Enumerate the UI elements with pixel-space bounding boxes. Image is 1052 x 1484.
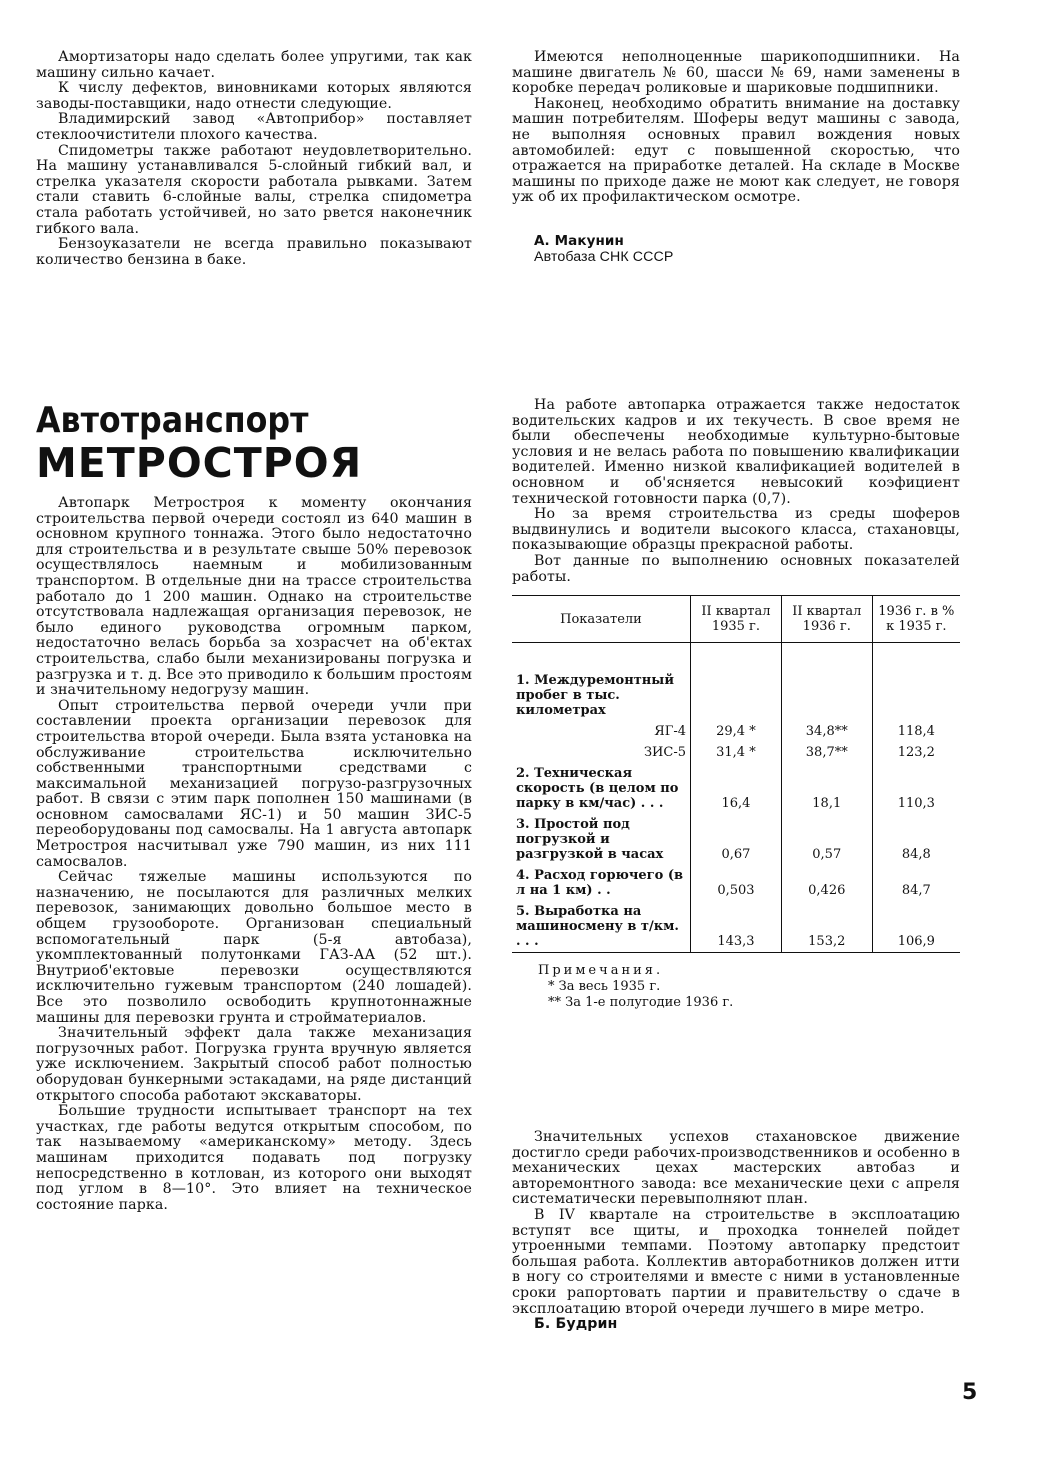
paragraph: Значительный эффект дала также механизация погрузочных работ. Погрузка грунта вручную является уже исключением. Закрытый способ работ полностью оборудован бункерными эстакадами, на ряде дистанций открытого способа работают экскаваторы. (36, 1025, 472, 1104)
cell (781, 643, 872, 722)
cell (691, 643, 782, 722)
cell: 110,3 (872, 763, 960, 814)
paragraph: Амортизаторы надо сделать более упругими, так как машину сильно качает. (36, 49, 472, 81)
row-label: 2. Техническая скорость (в целом по парку в км/час) . . . (516, 766, 679, 812)
cell: 0,67 (691, 814, 782, 865)
article-right-column (512, 398, 960, 1011)
row-label: 4. Расход горючего (в л на 1 км) . . (516, 868, 684, 899)
cell (872, 643, 960, 722)
paragraph: Бензоуказатели не всегда правильно показывают количество бензина в баке. (36, 236, 472, 268)
cell: 123,2 (872, 742, 960, 763)
cell: 31,4 * (691, 742, 782, 763)
paragraph: Имеются неполноценные шарикоподшипники. На машине двигатель № 60, шасси № 69, нами заменены в коробке передач роликовые и шариковые подшипники. (512, 49, 960, 97)
row-label: ЯГ-4 (654, 724, 686, 740)
cell: 0,503 (691, 865, 782, 901)
table-row (512, 763, 960, 814)
table-row (512, 901, 960, 953)
column-header: Показатели (512, 596, 691, 643)
paragraph: Опыт строительства первой очереди учли при составлении проекта организации перевозок для строительства второй очереди. Была взята установка на обслуживание строительства исключительно собственными транспортными средствами с максимальной механизацией погрузо-разгрузочных работ. В связи с этим парк пополнен 150 машинами (в основном самосвалами ЯС-1) и 50 машин ЗИС-5 переоборудованы под самосвалы. На 1 августа автопарк Метростроя насчитывал уже 790 машин, из них 111 самосвалов. (36, 697, 472, 870)
cell: 38,7** (781, 742, 872, 763)
note-item: * За весь 1935 г. (548, 979, 661, 995)
page-number: 5 (962, 1380, 978, 1405)
article-title (36, 400, 476, 487)
paragraph: В IV квартале на строительстве в эксплоатацию вступят все щиты, и проходка тоннелей пойдет утроенными темпами. Поэтому автопарку предстоит большая работа. Коллектив автоработников должен итти в ногу со строителями и вместе с ними в установленные сроки рапортовать партии и правительству о сдаче в эксплоатацию второй очереди лучшего в мире метро. (512, 1206, 960, 1317)
paragraph: Спидометры также работают неудовлетворительно. На машину устанавливался 5-слойный гибкий вал, и стрелка указателя скорости работала рывками. Затем стали ставить 6-слойные валы, стрелка спидометра стала работать устойчивей, но зато рвется наконечник гибкого вала. (36, 142, 472, 237)
table-row (512, 721, 960, 742)
article-title-line-1: Автотранспорт (36, 400, 309, 441)
top-right-column (512, 50, 960, 265)
row-label: 1. Междуремонтный пробег в тыс. километрах (516, 673, 674, 719)
cell: 118,4 (872, 721, 960, 742)
article-left-column (36, 496, 472, 1213)
table-row (512, 814, 960, 865)
cell: 0,57 (781, 814, 872, 865)
article-signature: Б. Будрин (534, 1316, 618, 1333)
paragraph: Владимирский завод «Автоприбор» поставляет стеклоочистители плохого качества. (36, 111, 472, 143)
paragraph: Но за время строительства из среды шоферов выдвинулись и водители высокого класса, стахановцы, показывающие образцы прекрасной работы. (512, 506, 960, 554)
article-title-line-2: МЕТРОСТРОЯ (36, 439, 363, 487)
note-item: ** За 1-е полугодие 1936 г. (548, 995, 734, 1011)
author-signature: А. Макунин (534, 232, 624, 249)
row-label: ЗИС-5 (643, 745, 686, 761)
paragraph: Наконец, необходимо обратить внимание на доставку машин потребителям. Шоферы ведут машины с завода, не выполняя основных правил вождения новых автомобилей: едут с повышенной скоростью, что отражается на приработке деталей. На складе в Москве машины по приходе даже не моют как следует, не говоря уж об их профилактическом осмотре. (512, 95, 960, 206)
column-header: II квартал 1936 г. (781, 596, 872, 643)
paragraph: Большие трудности испытывает транспорт на тех участках, где работы ведутся открытым способом, по так называемому «американскому» методу. Здесь машинам приходится подавать под погрузку непосредственно в котлован, из которого они выходят под углом в 8—10°. Это влияет на техническое состояние парка. (36, 1103, 472, 1213)
table-notes (538, 963, 960, 1011)
table-row (512, 865, 960, 901)
cell: 16,4 (691, 763, 782, 814)
paragraph: К числу дефектов, виновниками которых являются заводы-поставщики, надо отнести следующие. (36, 80, 472, 112)
column-header: 1936 г. в % к 1935 г. (872, 596, 960, 643)
paragraph: Вот данные по выполнению основных показателей работы. (512, 552, 960, 585)
paragraph: На работе автопарка отражается также недостаток водительских кадров и их текучесть. В свое время не были обеспечены необходимые культурно-бытовые условия и не велась работа по повышению квалификации водителей. Именно низкой квалификацией водителей в основном и об'ясняется невысокий коэфициент технической готовности парка (0,7). (512, 397, 960, 507)
table-row (512, 742, 960, 763)
article-closing-column (512, 1130, 960, 1333)
notes-title: Примечания. (538, 963, 664, 979)
cell: 84,7 (872, 865, 960, 901)
table-row (512, 643, 960, 722)
cell: 18,1 (781, 763, 872, 814)
row-label: 3. Простой под погрузкой и разгрузкой в часах (516, 817, 664, 863)
author-organization: Автобаза СНК СССР (534, 248, 674, 265)
cell: 34,8** (781, 721, 872, 742)
cell: 143,3 (691, 901, 782, 953)
paragraph: Сейчас тяжелые машины используются по назначению, не посылаются для различных мелких перевозок, занимающих довольно большое место в общем грузообороте. Организован специальный вспомогательный парк (5-я автобаза), укомплектованный полутонками ГАЗ-АА (52 шт.). Внутриоб'ектовые перевозки осуществляются исключительно гужевым транспортом (240 лошадей). Все это позволило освободить крупнотоннажные машины для перевозки грунта и стройматериалов. (36, 869, 472, 1026)
paragraph: Автопарк Метростроя к моменту окончания строительства первой очереди состоял из 640 машин в основном крупного тоннажа. Этого было недостаточно для строительства и в результате свыше 50% перевозок осуществлялось наемным и мобилизованным транспортом. В отдельные дни на трассе строительства работало до 1 200 машин. Однако на строительстве отсутствовала надлежащая организация перевозок, не было единого руководства огромным парком, недостаточно велась борьба за хозрасчет на об'ектах строительства, слабо были механизированы погрузка и разгрузка и т. д. Все это приводило к большим простоям и значительному недогрузу машин. (36, 495, 472, 699)
cell: 106,9 (872, 901, 960, 953)
cell: 0,426 (781, 865, 872, 901)
cell: 84,8 (872, 814, 960, 865)
performance-table (512, 595, 960, 953)
column-header: II квартал 1935 г. (691, 596, 782, 643)
cell: 29,4 * (691, 721, 782, 742)
cell: 153,2 (781, 901, 872, 953)
paragraph: Значительных успехов стахановское движение достигло среди рабочих-производственников и особенно в механических цехах мастерских автобаз и авторемонтного завода: все механические цехи с апреля систематически перевыполняют план. (512, 1129, 960, 1208)
top-left-column (36, 50, 472, 268)
row-label: 5. Выработка на машиносмену в т/км. . . . (512, 901, 691, 953)
table-header-row (512, 596, 960, 643)
